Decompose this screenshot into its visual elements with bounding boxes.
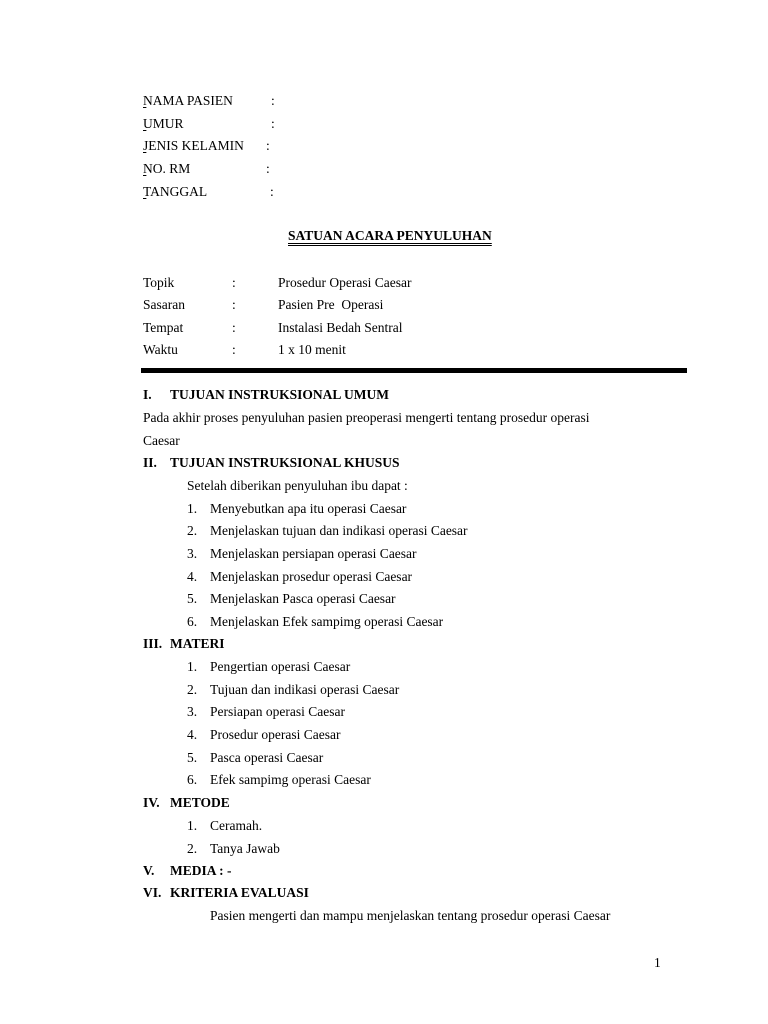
section-2-intro: Setelah diberikan penyuluhan ibu dapat : (187, 478, 408, 493)
patient-field-label: UMUR (143, 116, 184, 131)
meta-colon: : (232, 275, 236, 290)
list-number: 5. (187, 750, 198, 765)
section-3-heading (0, 637, 768, 657)
section-number: III. (143, 636, 163, 651)
patient-field-colon: : (266, 161, 270, 176)
list-text: Persiapan operasi Caesar (210, 704, 345, 719)
patient-field-colon: : (271, 116, 275, 131)
list-text: Menjelaskan Pasca operasi Caesar (210, 591, 396, 606)
list-number: 3. (187, 546, 198, 561)
list-text: Prosedur operasi Caesar (210, 727, 341, 742)
list-number: 2. (187, 841, 198, 856)
list-number: 3. (187, 704, 198, 719)
patient-field-label: NO. RM (143, 161, 191, 176)
patient-field-gender (143, 139, 272, 153)
list-number: 2. (187, 682, 198, 697)
list-text: Tujuan dan indikasi operasi Caesar (210, 682, 400, 697)
section-6-heading (0, 886, 768, 906)
patient-field-colon: : (270, 184, 274, 199)
section-5-heading (0, 864, 768, 884)
section-title: MEDIA : - (170, 863, 232, 878)
horizontal-divider (141, 368, 687, 373)
list-text: Efek sampimg operasi Caesar (210, 772, 371, 787)
section-4-heading (0, 796, 768, 816)
section-title: METODE (170, 795, 230, 810)
list-number: 2. (187, 523, 198, 538)
list-number: 4. (187, 569, 198, 584)
patient-field-colon: : (266, 138, 270, 153)
section-6-text: Pasien mengerti dan mampu menjelaskan tentang prosedur operasi Caesar (210, 908, 611, 923)
patient-field-label: NAMA PASIEN (143, 93, 233, 108)
section-number: II. (143, 455, 157, 470)
meta-colon: : (232, 320, 236, 335)
section-number: VI. (143, 885, 162, 900)
section-number: IV. (143, 795, 160, 810)
list-number: 6. (187, 772, 198, 787)
patient-field-label: JENIS KELAMIN (143, 138, 244, 153)
section-title: KRITERIA EVALUASI (170, 885, 309, 900)
section-title: TUJUAN INSTRUKSIONAL KHUSUS (170, 455, 400, 470)
meta-value: Prosedur Operasi Caesar (278, 275, 412, 290)
list-number: 1. (187, 501, 198, 516)
list-number: 6. (187, 614, 198, 629)
list-text: Menjelaskan tujuan dan indikasi operasi Caesar (210, 523, 468, 538)
section-number: V. (143, 863, 155, 878)
section-2-heading (0, 456, 768, 476)
list-text: Menjelaskan Efek sampimg operasi Caesar (210, 614, 444, 629)
section-title: MATERI (170, 636, 225, 651)
section-1-text-line: Caesar (143, 433, 180, 448)
list-text: Ceramah. (210, 818, 263, 833)
meta-value: Instalasi Bedah Sentral (278, 320, 403, 335)
section-1-text-line: Pada akhir proses penyuluhan pasien preoperasi mengerti tentang prosedur operasi (143, 410, 590, 425)
page-number: 1 (654, 955, 661, 970)
meta-label: Waktu (143, 342, 178, 357)
patient-field-rm (143, 162, 272, 176)
list-text: Pengertian operasi Caesar (210, 659, 351, 674)
meta-label: Sasaran (143, 297, 185, 312)
section-title: TUJUAN INSTRUKSIONAL UMUM (170, 387, 390, 402)
document-title: SATUAN ACARA PENYULUHAN (288, 228, 492, 243)
patient-field-age (143, 117, 277, 131)
meta-colon: : (232, 342, 236, 357)
patient-field-colon: : (271, 93, 275, 108)
meta-label: Topik (143, 275, 175, 290)
list-text: Menjelaskan prosedur operasi Caesar (210, 569, 413, 584)
patient-field-name (143, 94, 277, 108)
meta-value: 1 x 10 menit (278, 342, 346, 357)
list-number: 1. (187, 818, 198, 833)
list-text: Tanya Jawab (210, 841, 280, 856)
list-number: 1. (187, 659, 198, 674)
patient-field-label: TANGGAL (143, 184, 208, 199)
meta-value: Pasien Pre Operasi (278, 297, 384, 312)
list-text: Menjelaskan persiapan operasi Caesar (210, 546, 417, 561)
meta-colon: : (232, 297, 236, 312)
list-number: 4. (187, 727, 198, 742)
section-number: I. (143, 387, 152, 402)
list-text: Pasca operasi Caesar (210, 750, 324, 765)
list-number: 5. (187, 591, 198, 606)
list-text: Menyebutkan apa itu operasi Caesar (210, 501, 407, 516)
meta-label: Tempat (143, 320, 184, 335)
patient-field-date (143, 185, 276, 199)
section-1-heading (0, 388, 768, 408)
